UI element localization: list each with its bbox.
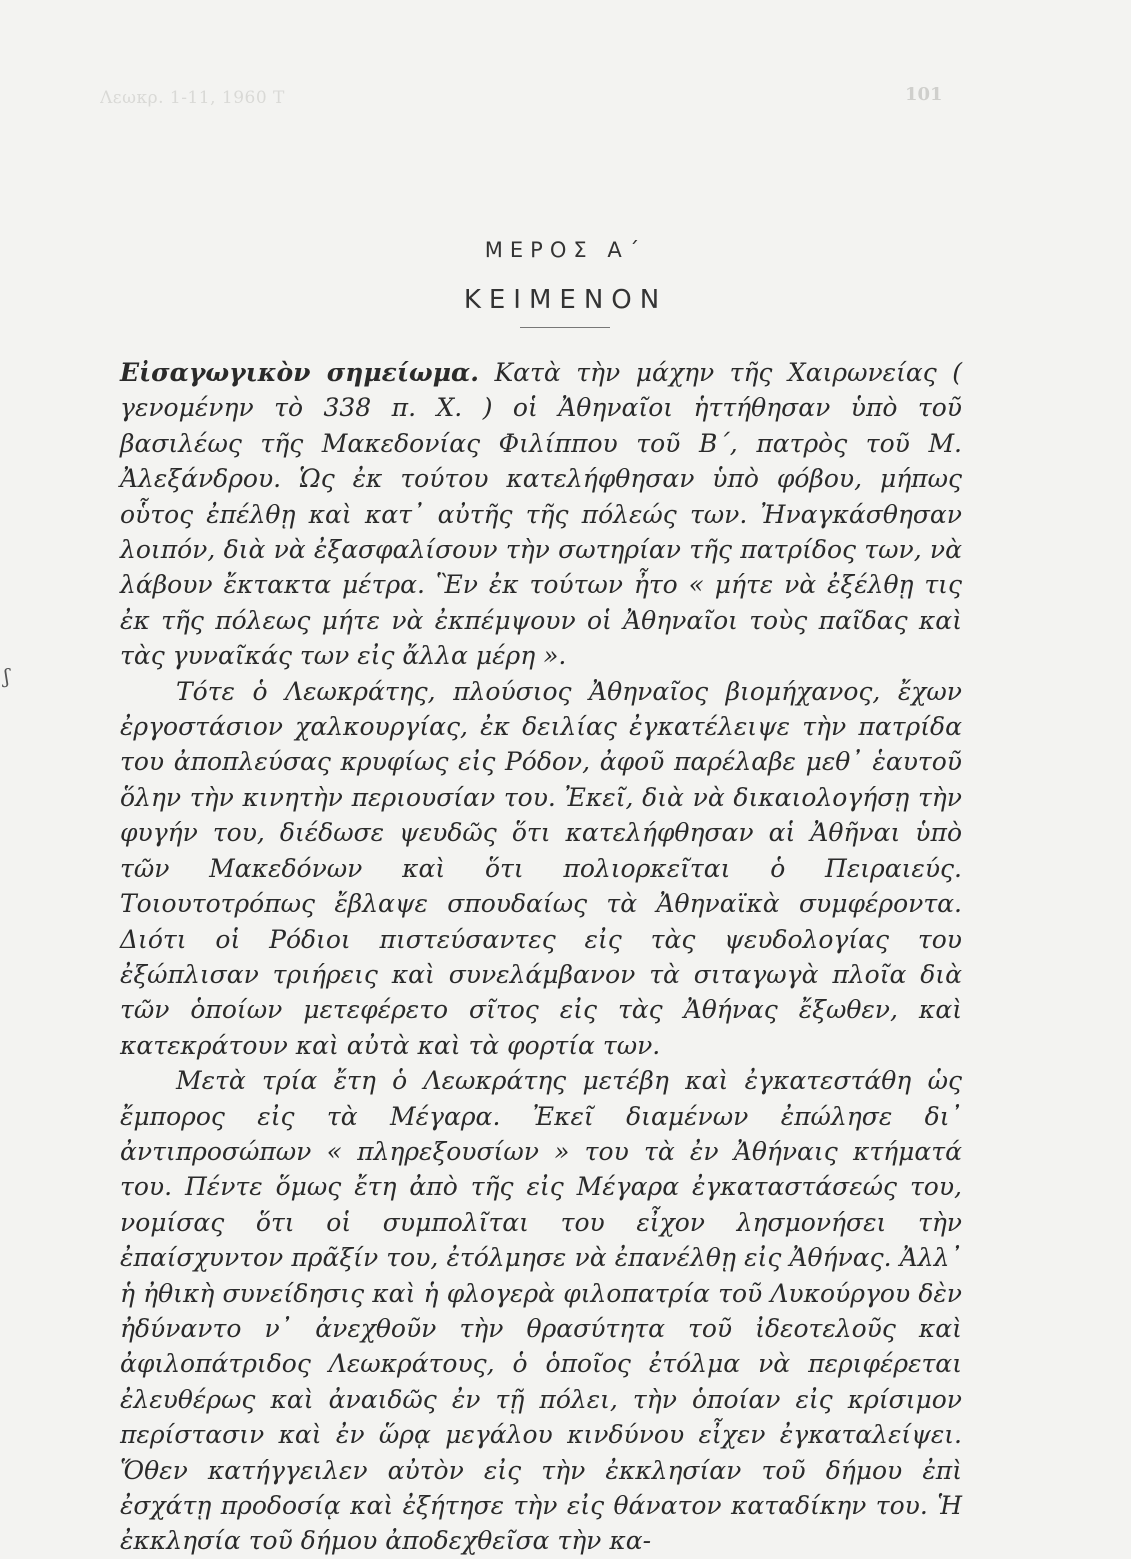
body-text: [120, 355, 962, 1559]
section-heading: ΚΕΙΜΕΝΟΝ: [463, 285, 668, 315]
bleed-through-page-number: 101: [905, 84, 943, 105]
paragraph-2: [120, 674, 962, 1063]
paragraph-2-text: Τότε ὁ Λεωκράτης, πλούσιος Ἀθηναῖος βιομήχανος, ἔχων ἐργοστάσιον χαλκουργίας, ἐκ δειλίας ἐγκατέλειψε τὴν πατρίδα του ἀποπλεύσας κρυφίως εἰς Ρόδον, ἀφοῦ παρέλαβε μεθ᾽ ἑαυτοῦ ὅλην τὴν κινητὴν περιουσίαν του. Ἐκεῖ, διὰ νὰ δικαιολογήσῃ τὴν φυγήν του, διέδωσε ψευδῶς ὅτι κατελήφθησαν αἱ Ἀθῆναι ὑπὸ τῶν Μακεδόνων καὶ ὅτι πολιορκεῖται ὁ Πειραιεύς. Τοιουτοτρόπως ἔβλαψε σπουδαίως τὰ Ἀθηναϊκὰ συμφέροντα. Διότι οἱ Ρόδιοι πιστεύσαντες εἰς τὰς ψευδολογίας του ἐξώπλισαν τριήρεις καὶ συνελάμβανον τὰ σιταγωγὰ πλοῖα διὰ τῶν ὁποίων μετεφέρετο σῖτος εἰς τὰς Ἀθήνας ἔξωθεν, καὶ κατεκράτουν καὶ αὐτὰ καὶ τὰ φορτία των.: [120, 676, 962, 1060]
paragraph-3: [120, 1063, 962, 1559]
bleed-through-running-header: Λεωκρ. 1-11, 1960 Τ: [100, 88, 285, 108]
intro-paragraph-text: Κατὰ τὴν μάχην τῆς Χαιρωνείας ( γενομένην τὸ 338 π. Χ. ) οἱ Ἀθηναῖοι ἡττήθησαν ὑπὸ τοῦ βασιλέως τῆς Μακεδονίας Φιλίππου τοῦ Β΄, πατρὸς τοῦ Μ. Ἀλεξάνδρου. Ὡς ἐκ τούτου κατελήφθησαν ὑπὸ φόβου, μήπως οὗτος ἐπέλθῃ καὶ κατ᾽ αὐτῆς τῆς πόλεώς των. Ἠναγκάσθησαν λοιπόν, διὰ νὰ ἐξασφαλίσουν τὴν σωτηρίαν τῆς πατρίδος των, νὰ λάβουν ἔκτακτα μέτρα. Ἓν ἐκ τούτων ἦτο « μήτε νὰ ἐξέλθῃ τις ἐκ τῆς πόλεως μήτε νὰ ἐκπέμψουν οἱ Ἀθηναῖοι τοὺς παῖδας καὶ τὰς γυναῖκάς των εἰς ἄλλα μέρη ».: [120, 358, 963, 671]
heading-divider: [520, 327, 610, 328]
part-heading: ΜΕΡΟΣ Α΄: [484, 238, 647, 262]
intro-lead: Εἰσαγωγικὸν σημείωμα.: [120, 358, 479, 387]
paragraph-3-text: Μετὰ τρία ἔτη ὁ Λεωκράτης μετέβη καὶ ἐγκατεστάθη ὡς ἔμπορος εἰς τὰ Μέγαρα. Ἐκεῖ διαμένων ἐπώλησε δι᾽ ἀντιπροσώπων « πληρεξουσίων » του τὰ ἐν Ἀθήναις κτήματά του. Πέντε ὅμως ἔτη ἀπὸ τῆς εἰς Μέγαρα ἐγκαταστάσεώς του, νομίσας ὅτι οἱ συμπολῖται του εἶχον λησμονήσει τὴν ἐπαίσχυντον πρᾶξίν του, ἐτόλμησε νὰ ἐπανέλθῃ εἰς Ἀθήνας. Ἀλλ᾽ ἡ ἠθικὴ συνείδησις καὶ ἡ φλογερὰ φιλοπατρία τοῦ Λυκούργου δὲν ἠδύναντο ν᾽ ἀνεχθοῦν τὴν θρασύτητα τοῦ ἰδεοτελοῦς καὶ ἀφιλοπάτριδος Λεωκράτους, ὁ ὁποῖος ἐτόλμα νὰ περιφέρεται ἐλευθέρως καὶ ἀναιδῶς ἐν τῇ πόλει, τὴν ὁποίαν εἰς κρίσιμον περίστασιν καὶ ἐν ὥρᾳ μεγάλου κινδύνου εἶχεν ἐγκαταλείψει. Ὅθεν κατήγγειλεν αὐτὸν εἰς τὴν ἐκκλησίαν τοῦ δήμου ἐπὶ ἐσχάτῃ προδοσίᾳ καὶ ἐξήτησε τὴν εἰς θάνατον καταδίκην του. Ἡ ἐκκλησία τοῦ δήμου ἀποδεχθεῖσα τὴν κα-: [120, 1066, 962, 1556]
intro-paragraph: [120, 355, 962, 674]
margin-mark: ʃ: [4, 664, 10, 688]
